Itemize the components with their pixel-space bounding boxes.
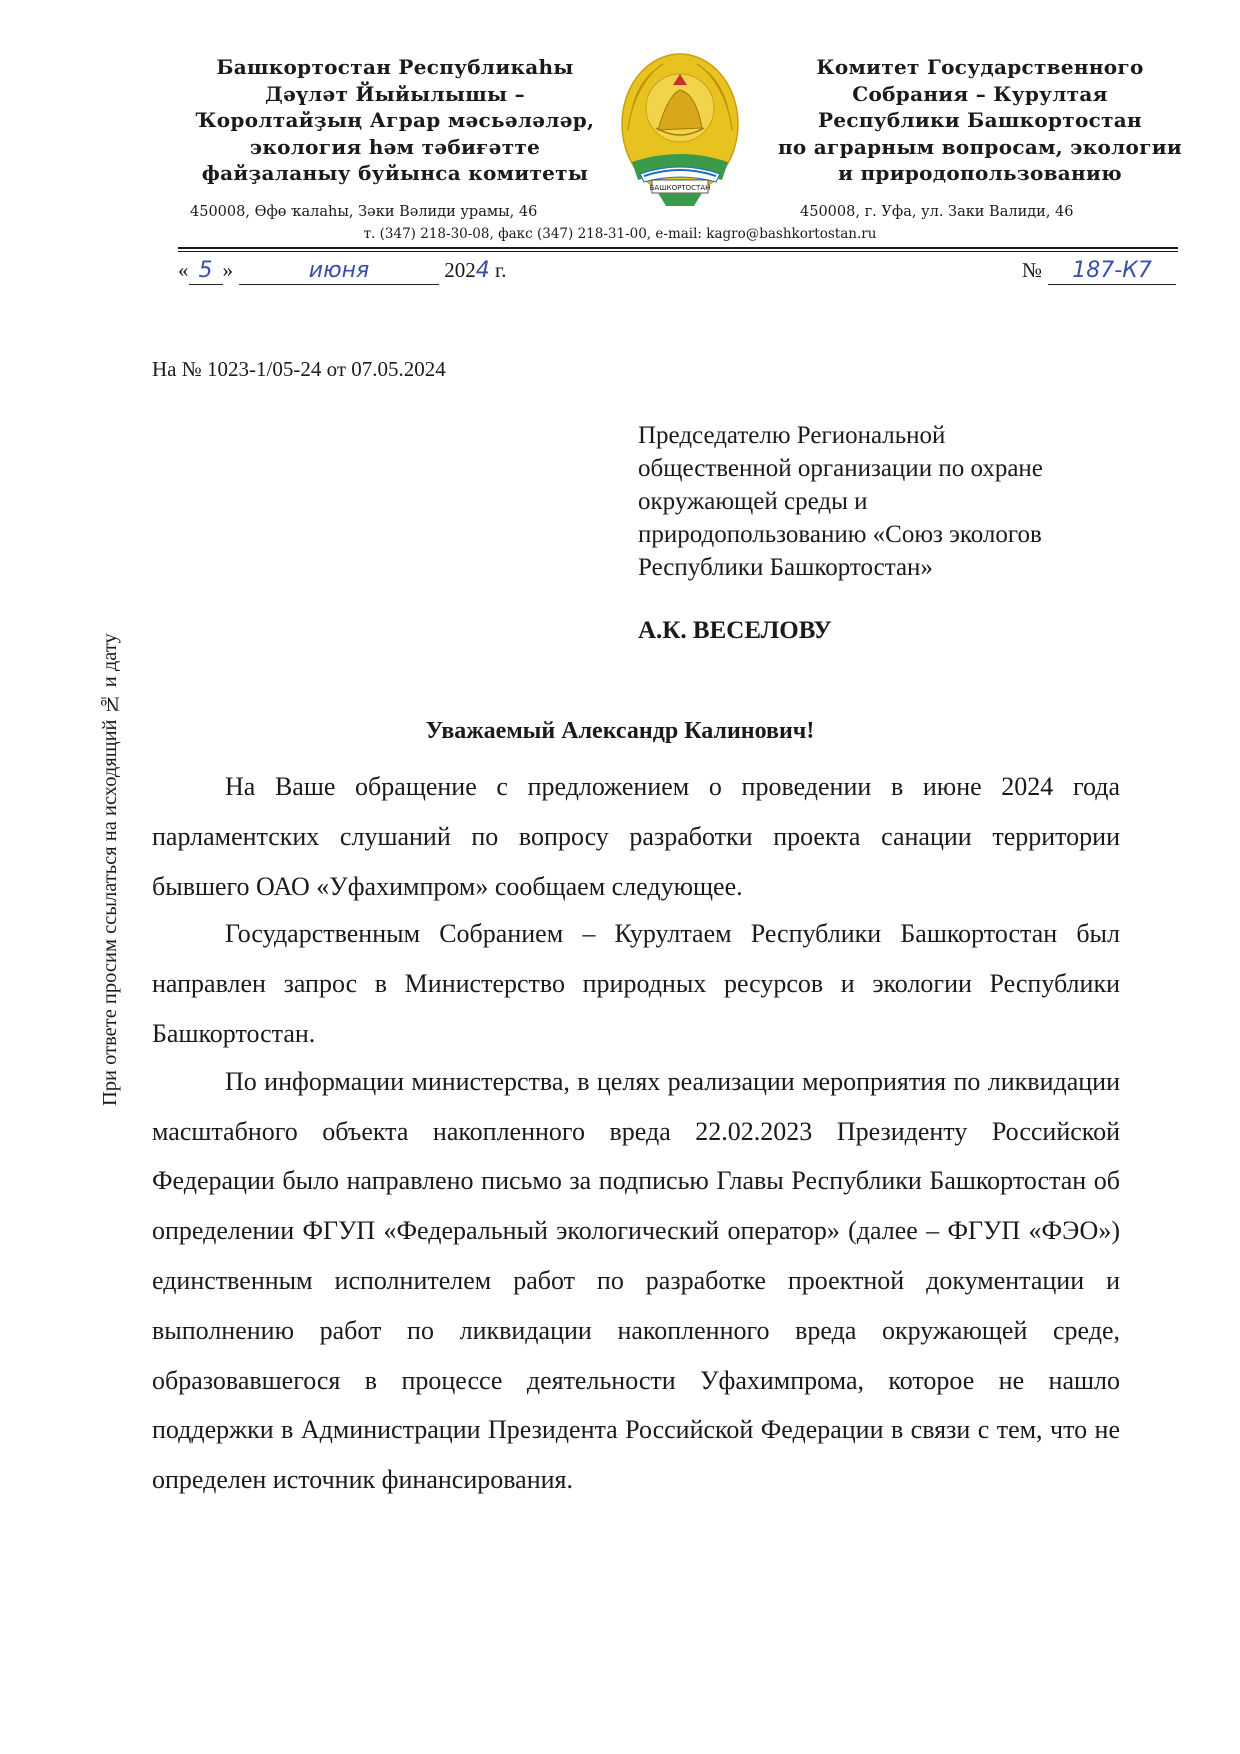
addressee-name: А.К. ВЕСЕЛОВУ bbox=[638, 617, 832, 644]
body-paragraph: Государственным Собранием – Курултаем Республики Башкортостан был направлен запрос в Министерство природных ресурсов и экологии Республики Башкортостан. bbox=[152, 919, 1120, 1048]
contacts-line: т. (347) 218-30-08, факс (347) 218-31-00, e-mail: kagro@bashkortostan.ru bbox=[363, 226, 877, 242]
addressee-line: Председателю Региональной bbox=[638, 422, 946, 449]
header-right-block bbox=[760, 54, 1200, 187]
header-left-line: файҙаланыу буйынса комитеты bbox=[201, 161, 589, 185]
number-label: № bbox=[1022, 258, 1043, 282]
body-paragraph: На Ваше обращение с предложением о проведении в июне 2024 года парламентских слушаний по вопросу разработки проекта санации территории бывшего ОАО «Уфахимпром» сообщаем следующее. bbox=[152, 772, 1120, 901]
addressee-line: природопользованию «Союз экологов bbox=[638, 521, 1042, 548]
header-left-block bbox=[190, 54, 600, 187]
outgoing-number-handwritten: 187-К7 bbox=[1048, 258, 1176, 285]
addressee-line: Республики Башкортостан» bbox=[638, 554, 933, 581]
reference-line: На № 1023-1/05-24 от 07.05.2024 bbox=[152, 357, 446, 381]
header-right-line: Собрания – Курултая bbox=[852, 81, 1108, 106]
coat-of-arms-emblem bbox=[618, 50, 743, 210]
date-month-handwritten: июня bbox=[239, 258, 439, 285]
header-left-line: Ҡоролтайҙың Аграр мәсьәләләр, bbox=[195, 108, 595, 132]
salutation: Уважаемый Александр Калинович! bbox=[425, 718, 815, 744]
header-right-line: Комитет Государственного bbox=[816, 55, 1144, 79]
date-close-quote: » bbox=[222, 258, 233, 282]
address-russian: 450008, г. Уфа, ул. Заки Валиди, 46 bbox=[800, 204, 1074, 220]
addressee-line: общественной организации по охране bbox=[638, 455, 1043, 482]
emblem-label: БАШКОРТОСТАН bbox=[649, 184, 711, 192]
date-day-handwritten: 5 bbox=[189, 258, 223, 285]
date-open-quote: « bbox=[178, 258, 189, 282]
letter-body bbox=[152, 762, 1120, 1505]
addressee-line: окружающей среды и bbox=[638, 488, 868, 515]
date-year-suffix: г. bbox=[489, 258, 507, 282]
outgoing-number-field bbox=[1022, 258, 1176, 285]
header-left-line: экология һәм тәбиғәтте bbox=[249, 134, 541, 159]
header-left-line: Башкортостан Республикаhы bbox=[216, 55, 574, 79]
header-divider bbox=[178, 247, 1178, 249]
date-year-prefix: 202 bbox=[444, 258, 476, 282]
header-left-line: Дәүләт Йыйылышы – bbox=[265, 81, 525, 106]
addressee-block bbox=[638, 419, 1138, 584]
header-right-line: Республики Башкортостан bbox=[817, 108, 1142, 132]
date-year-digit-handwritten: 4 bbox=[475, 258, 490, 283]
side-note-vertical: При ответе просим ссылаться на исходящий № и дату bbox=[99, 633, 121, 1107]
date-field bbox=[178, 258, 507, 285]
body-paragraph: По информации министерства, в целях реализации мероприятия по ликвидации масштабного объекта накопленного вреда 22.02.2023 Президенту Российской Федерации было направлено письмо за подписью Главы Республики Башкортостан об определении ФГУП «Федеральный экологический оператор» (далее – ФГУП «ФЭО») единственным исполнителем работ по разработке проектной документации и выполнению работ по ликвидации накопленного вреда окружающей среде, образовавшегося в процессе деятельности Уфахимпрома, которое не нашло поддержки в Администрации Президента Российской Федерации в связи с тем, что не определен источник финансирования. bbox=[152, 1066, 1120, 1495]
header-right-line: и природопользованию bbox=[838, 161, 1122, 185]
address-bashkir: 450008, Өфө ҡалаhы, Зәки Вәлиди урамы, 46 bbox=[190, 204, 538, 220]
header-right-line: по аграрным вопросам, экологии bbox=[777, 134, 1183, 159]
header-divider-thin bbox=[178, 251, 1178, 252]
